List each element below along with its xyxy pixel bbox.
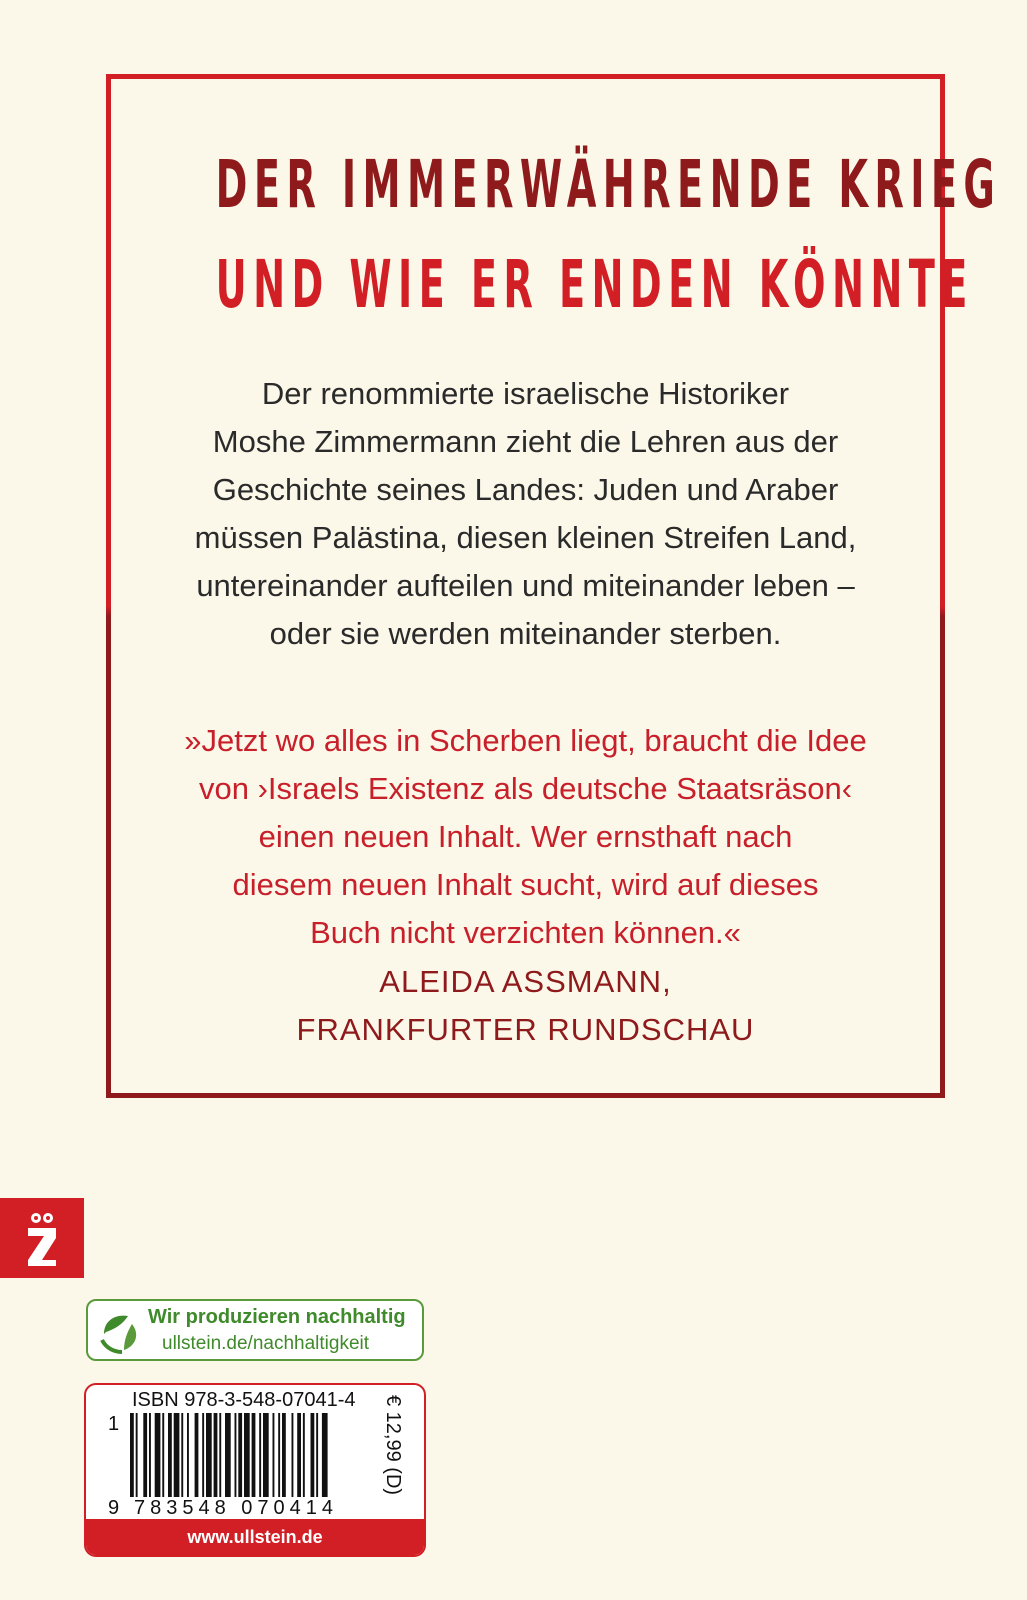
quote-line: von ›Israels Existenz als deutsche Staatsräson‹ [198,771,853,806]
barcode-bar [225,1413,231,1497]
barcode-bar [244,1413,250,1497]
quote-line: diesem neuen Inhalt sucht, wird auf dieses [232,867,819,902]
barcode-bar [316,1413,318,1497]
barcode-bar [263,1413,269,1497]
isbn-text: ISBN 978-3-548-07041-4 [132,1389,356,1411]
barcode-digits: 783548 070414 [134,1497,339,1519]
sustainability-url: ullstein.de/nachhaltigkeit [162,1333,370,1354]
barcode-bar [278,1413,280,1497]
quote-line: Buch nicht verzichten können.« [310,915,741,950]
barcode-bar [252,1413,256,1497]
barcode-digit-top: 1 [108,1413,120,1435]
recycle-leaf-icon [94,1306,144,1356]
barcode-bar [187,1413,189,1497]
barcode-digit-first: 9 [108,1497,120,1519]
quote-attribution [106,958,945,1054]
barcode-bar [238,1413,242,1497]
barcode-bars [130,1413,370,1497]
barcode-bar [206,1413,212,1497]
barcode-bar [195,1413,199,1497]
barcode-bar [292,1413,294,1497]
quote-line: »Jetzt wo alles in Scherben liegt, braucht die Idee [184,723,867,758]
quote-line: einen neuen Inhalt. Wer ernsthaft nach [258,819,793,854]
price-text: € 12,99 (D) [382,1395,404,1496]
owl-icon [0,1198,84,1278]
barcode-bar [202,1413,204,1497]
barcode-bar [149,1413,151,1497]
barcode-bar [235,1413,237,1497]
publisher-owl-logo [0,1198,84,1278]
barcode-box [84,1383,426,1557]
blurb-line: Moshe Zimmermann zieht die Lehren aus der [212,424,839,459]
blurb-line: oder sie werden miteinander sterben. [269,616,782,651]
barcode-bar [181,1413,183,1497]
price-label [378,1395,408,1495]
barcode-bar [168,1413,172,1497]
headline-line-1: DER IMMERWÄHRENDE KRIEG [215,146,1002,223]
blurb-line: Geschichte seines Landes: Juden und Araber [212,472,839,507]
headline-line-2: UND WIE ER ENDEN KÖNNTE [215,246,974,323]
attribution-line: ALEIDA ASSMANN, [379,964,672,999]
barcode-bar [155,1413,161,1497]
attribution-line: FRANKFURTER RUNDSCHAU [296,1012,755,1047]
barcode-bar [303,1413,305,1497]
barcode-bar [136,1413,138,1497]
barcode-bar [143,1413,147,1497]
blurb-line: Der renommierte israelische Historiker [261,376,790,411]
barcode-bar [297,1413,301,1497]
barcode-bar [259,1413,261,1497]
blurb-line: untereinander aufteilen und miteinander leben – [196,568,855,603]
blurb-line: müssen Palästina, diesen kleinen Streifen Land, [194,520,857,555]
sustainability-title: Wir produzieren nachhaltig [148,1306,406,1328]
barcode-bar [282,1413,286,1497]
barcode-bar [322,1413,328,1497]
website-link[interactable]: www.ullstein.de [86,1519,424,1555]
barcode-bar [214,1413,218,1497]
barcode-bar [162,1413,164,1497]
barcode-bar [130,1413,134,1497]
barcode-bar [219,1413,221,1497]
barcode-bar [311,1413,315,1497]
barcode-bar [273,1413,275,1497]
sustainability-badge [86,1299,424,1361]
blurb [106,370,945,658]
barcode-bar [174,1413,180,1497]
review-quote [106,717,945,957]
